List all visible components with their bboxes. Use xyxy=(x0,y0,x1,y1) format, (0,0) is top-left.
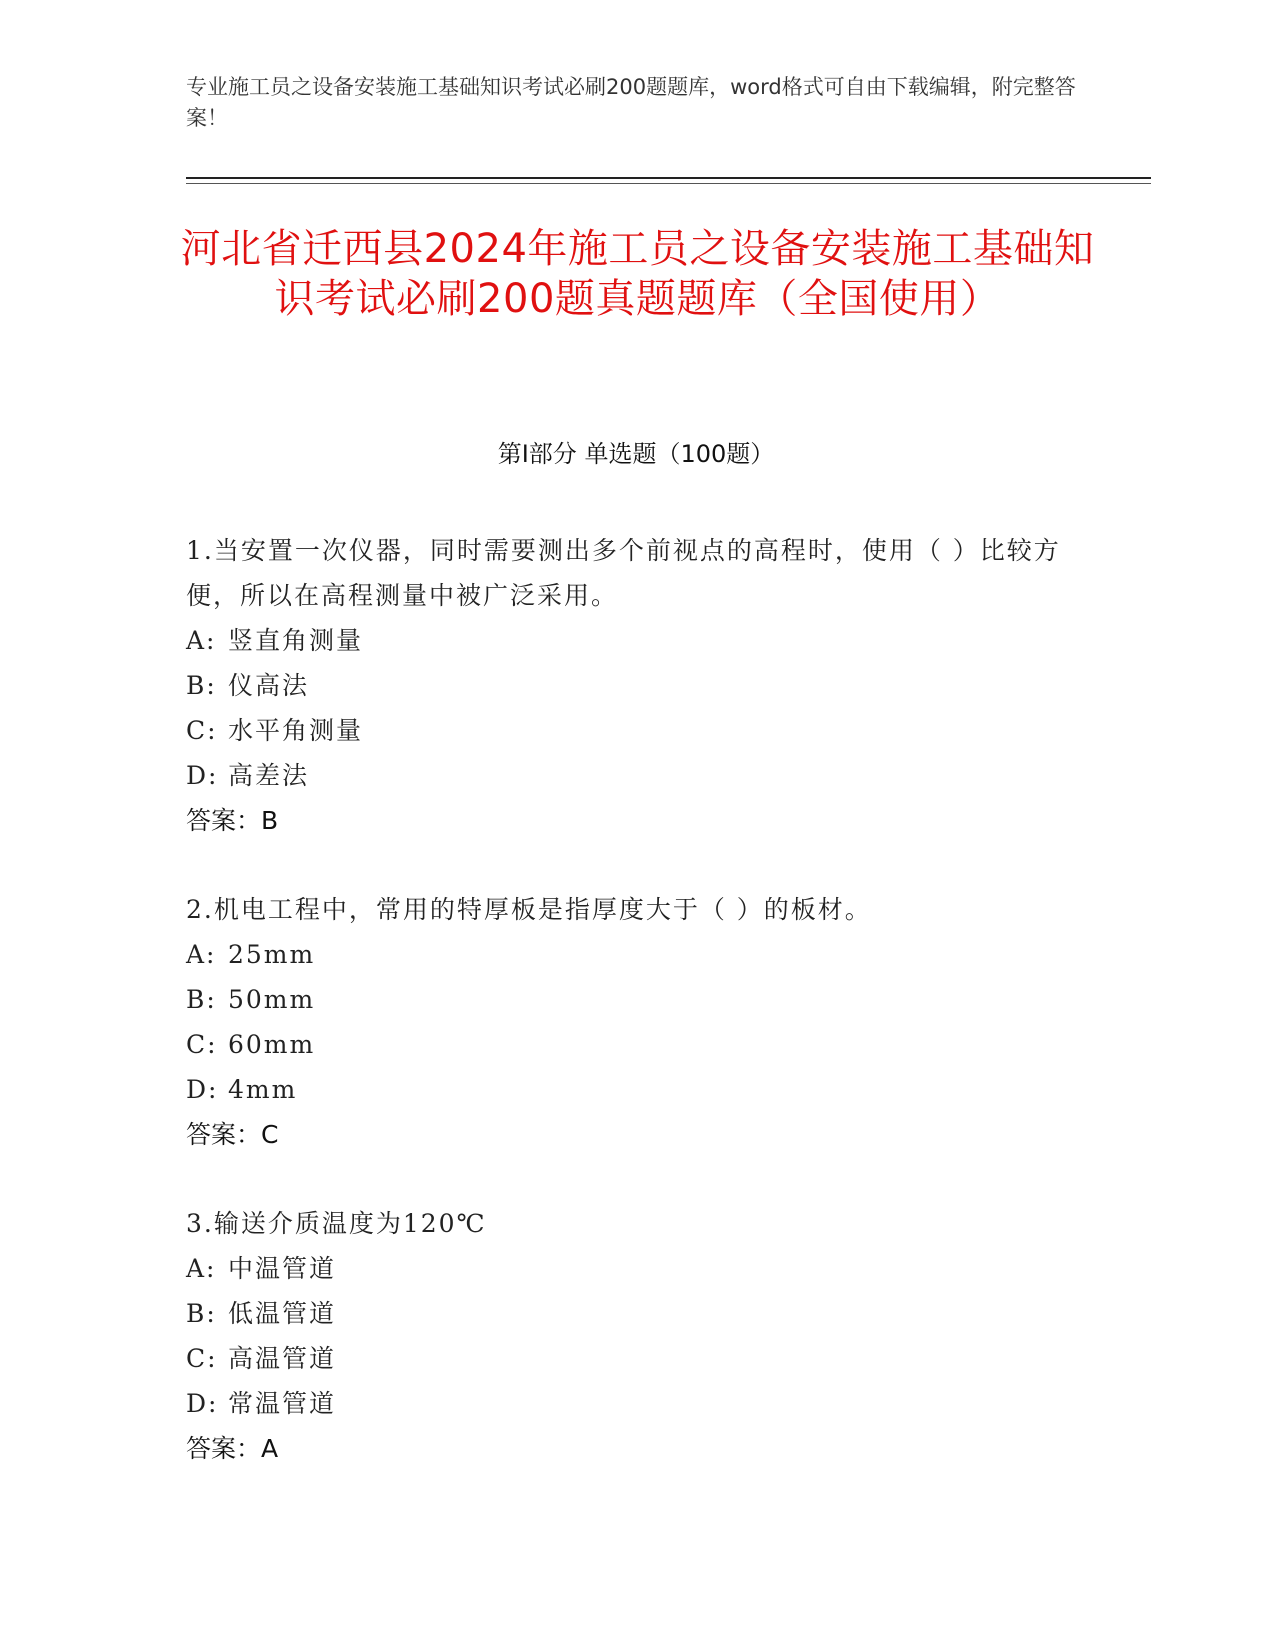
option-key: B: xyxy=(186,1299,217,1328)
header-divider-thick xyxy=(186,177,1151,179)
answer-line: 答案：C xyxy=(186,1120,279,1149)
question-item xyxy=(186,1201,1066,1471)
option-text: 高温管道 xyxy=(228,1344,337,1373)
question-stem: 1.当安置一次仪器，同时需要测出多个前视点的高程时，使用（ ）比较方便，所以在高程测量中被广泛采用。 xyxy=(186,536,1061,610)
option-text: 水平角测量 xyxy=(228,716,364,745)
option-text: 60mm xyxy=(228,1030,316,1059)
option-key: D: xyxy=(186,1389,219,1418)
option-key: A: xyxy=(186,1254,217,1283)
document-title: 河北省迁西县2024年施工员之设备安装施工基础知识考试必刷200题真题题库（全国使用） xyxy=(180,226,1095,322)
question-item xyxy=(186,528,1066,843)
question-item xyxy=(186,887,1066,1157)
option-key: A: xyxy=(186,626,217,655)
section-title: 第I部分 单选题（100题） xyxy=(497,440,775,468)
question-stem: 3.输送介质温度为120℃ xyxy=(186,1209,487,1238)
option-d xyxy=(186,1067,1066,1112)
option-text: 4mm xyxy=(228,1075,298,1104)
option-d xyxy=(186,753,1066,798)
header-note: 专业施工员之设备安装施工基础知识考试必刷200题题库，word格式可自由下载编辑，附完整答案！ xyxy=(186,75,1076,130)
question-list xyxy=(186,528,1066,1515)
question-stem: 2.机电工程中，常用的特厚板是指厚度大于（ ）的板材。 xyxy=(186,895,872,924)
option-key: C: xyxy=(186,716,218,745)
option-text: 高差法 xyxy=(228,761,310,790)
option-key: C: xyxy=(186,1030,218,1059)
option-key: C: xyxy=(186,1344,218,1373)
option-key: B: xyxy=(186,671,217,700)
option-key: D: xyxy=(186,761,219,790)
option-b xyxy=(186,1291,1066,1336)
answer-line: 答案：B xyxy=(186,806,279,835)
option-text: 仪高法 xyxy=(228,671,310,700)
option-a xyxy=(186,618,1066,663)
option-text: 竖直角测量 xyxy=(228,626,364,655)
option-b xyxy=(186,663,1066,708)
option-c xyxy=(186,708,1066,753)
option-c xyxy=(186,1022,1066,1067)
option-key: A: xyxy=(186,940,217,969)
option-a xyxy=(186,1246,1066,1291)
option-text: 中温管道 xyxy=(228,1254,337,1283)
option-text: 常温管道 xyxy=(228,1389,337,1418)
option-c xyxy=(186,1336,1066,1381)
option-text: 25mm xyxy=(228,940,316,969)
option-d xyxy=(186,1381,1066,1426)
option-b xyxy=(186,977,1066,1022)
option-text: 50mm xyxy=(228,985,316,1014)
answer-line: 答案：A xyxy=(186,1434,279,1463)
option-a xyxy=(186,932,1066,977)
option-key: B: xyxy=(186,985,217,1014)
option-key: D: xyxy=(186,1075,219,1104)
header-divider-thin xyxy=(186,183,1151,184)
option-text: 低温管道 xyxy=(228,1299,337,1328)
